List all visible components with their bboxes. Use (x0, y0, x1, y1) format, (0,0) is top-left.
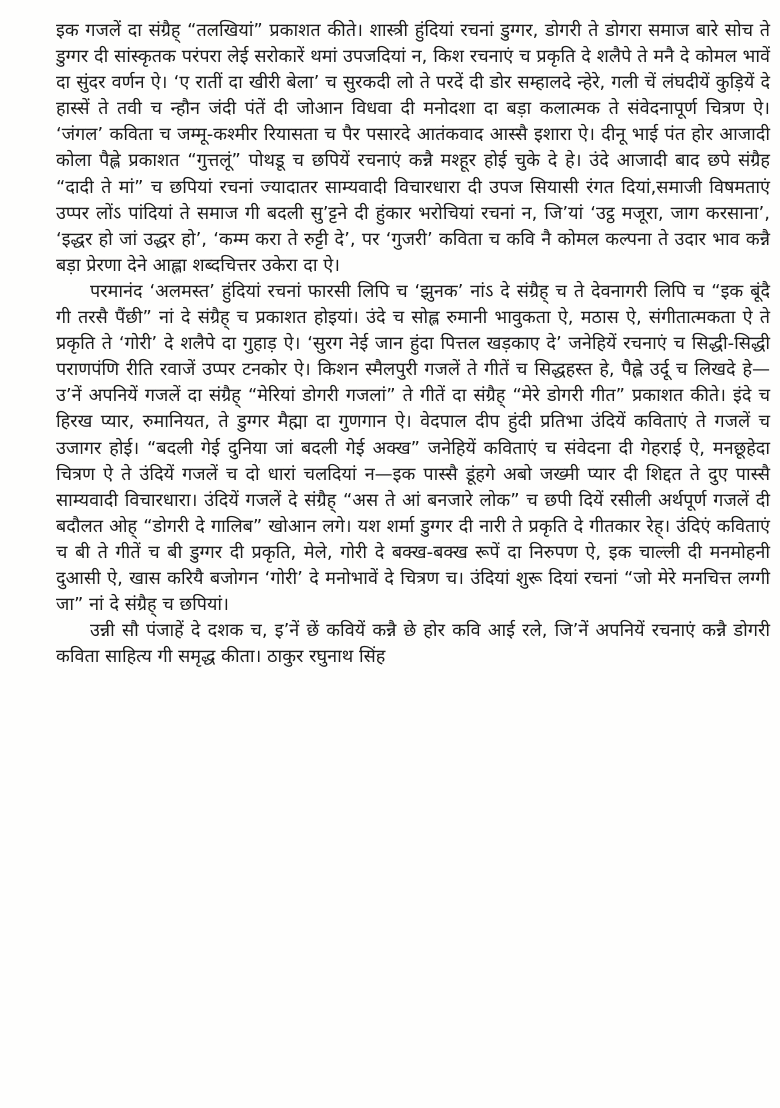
paragraph-1: इक गजलें दा संग्रैह् “तलखियां” प्रकाशत कीते। शास्त्री हुंदियां रचनां डुग्गर, डोगरी ते डोगरा समाज बारे सोच ते डुग्गर दी सांस्कृतक परंपरा लेई सरोकारें थमां उपजदियां न, किश रचनाएं च प्रकृति दे शलैपे ते मनै दे कोमल भावें दा सुंदर वर्णन ऐ। ‘ए रातीं दा खीरी बेला’ च सुरकदी लो ते परदें दी डोर सम्हालदे न्हेरे, गली चें लंघदीयें कुड़ियें दे हास्सें ते तवी च न्हौन जंदी पंतें दी जोआन विधवा दी मनोदशा दा बड़ा कलात्मक ते संवेदनापूर्ण चित्रण ऐ। ‘जंगल’ कविता च जम्मू-कश्मीर रियासता च पैर पसारदे आतंकवाद आस्सै इशारा ऐ। दीनू भाई पंत होर आजादी कोला पैह्ले प्रकाशत “गुत्तलूं” पोथडू च छपियें रचनाएं कन्नै मश्हूर होई चुके दे हे। उंदे आजादी बाद छपे संग्रैह “दादी ते मां” च छपियां रचनां ज्यादातर साम्यवादी विचारधारा दी उपज सियासी रंगत दियां,समाजी विषमताएं उप्पर लोंऽ पांदियां ते समाज गी बदली सु’ट्टने दी हुंकार भरोचियां रचनां न, जि’यां ‘उट्ठ मजूरा, जाग करसाना’, ‘इद्धर हो जां उद्धर हो’, ‘कम्म करा ते रुट्टी दे’, पर ‘गुजरी’ कविता च कवि नै कोमल कल्पना ते उदार भाव कन्नै बड़ा प्रेरणा देने आह्ला शब्दचित्तर उकेरा दा ऐ। (56, 20, 770, 276)
paragraph-2: परमानंद ‘अलमस्त’ हुंदियां रचनां फारसी लिपि च ‘झुनक’ नांऽ दे संग्रैह् च ते देवनागरी लिपि च “इक बूंदै गी तरसै पैंछी” नां दे संग्रैह् च प्रकाशत होइयां। उंदे च सोह्ल रुमानी भावुकता ऐ, मठास ऐ, संगीतात्मकता ऐ ते प्रकृति ते ‘गोरी’ दे शलैपे दा गुहाड़ ऐ। ‘सुरग नेई जान हुंदा पित्तल खड़काए दे’ जनेहियें रचनाएं च सिद्धी-सिद्धी पराणपंणि रीति रवाजें उप्पर टनकोर ऐ। किशन स्मैलपुरी गजलें ते गीतें च सिद्धहस्त हे, पैह्ले उर्दू च लिखदे हे—उ’नें अपनियें गजलें दा संग्रैह् “मेरियां डोगरी गजलां” ते गीतें दा संग्रैह् “मेरे डोगरी गीत” प्रकाशत कीते। इंदे च हिरख प्यार, रुमानियत, ते डुग्गर मैह्मा दा गुणगान ऐ। वेदपाल दीप हुंदी प्रतिभा उंदियें कविताएं ते गजलें च उजागर होई। “बदली गेई दुनिया जां बदली गेई अक्ख” जनेहियें कविताएं च संवेदना दी गेहराई ऐ, मनछूहेदा चित्रण ऐ ते उंदियें गजलें च दो धारां चलदियां न—इक पास्सै डूंहगे अबो जख्मी प्यार दी शिद्दत ते दुए पास्सै साम्यवादी विचारधारा। उंदियें गजलें दे संग्रैह् “अस ते आं बनजारे लोक” च छपी दियें रसीली अर्थपूर्ण गजलें दी बदौलत ओह् “डोगरी दे गालिब” खोआन लगे। यश शर्मा डुग्गर दी नारी ते प्रकृति दे गीतकार रेह्। उंदिएं कविताएं च बी ते गीतें च बी डुग्गर दी प्रकृति, मेले, गोरी दे बक्ख-बक्ख रूपें दा निरुपण ऐ, इक चाल्ली दी मनमोहनी दुआसी ऐ, खास करियै बजोगन ‘गोरी’ दे मनोभावें दे चित्रण च। उंदियां शुरू दियां रचनां “जो मेरे मनचित्त लग्गी जा” नां दे संग्रैह् च छपियां। (56, 280, 770, 616)
paragraph-3: उन्नी सौ पंजाहें दे दशक च, इ’नें छें कवियें कन्नै छे होर कवि आई रले, जि’नें अपनियें रचनाएं कन्नै डोगरी कविता साहित्य गी समृद्ध कीता। ठाकुर रघुनाथ सिंह (56, 620, 770, 668)
body-text (56, 18, 770, 670)
